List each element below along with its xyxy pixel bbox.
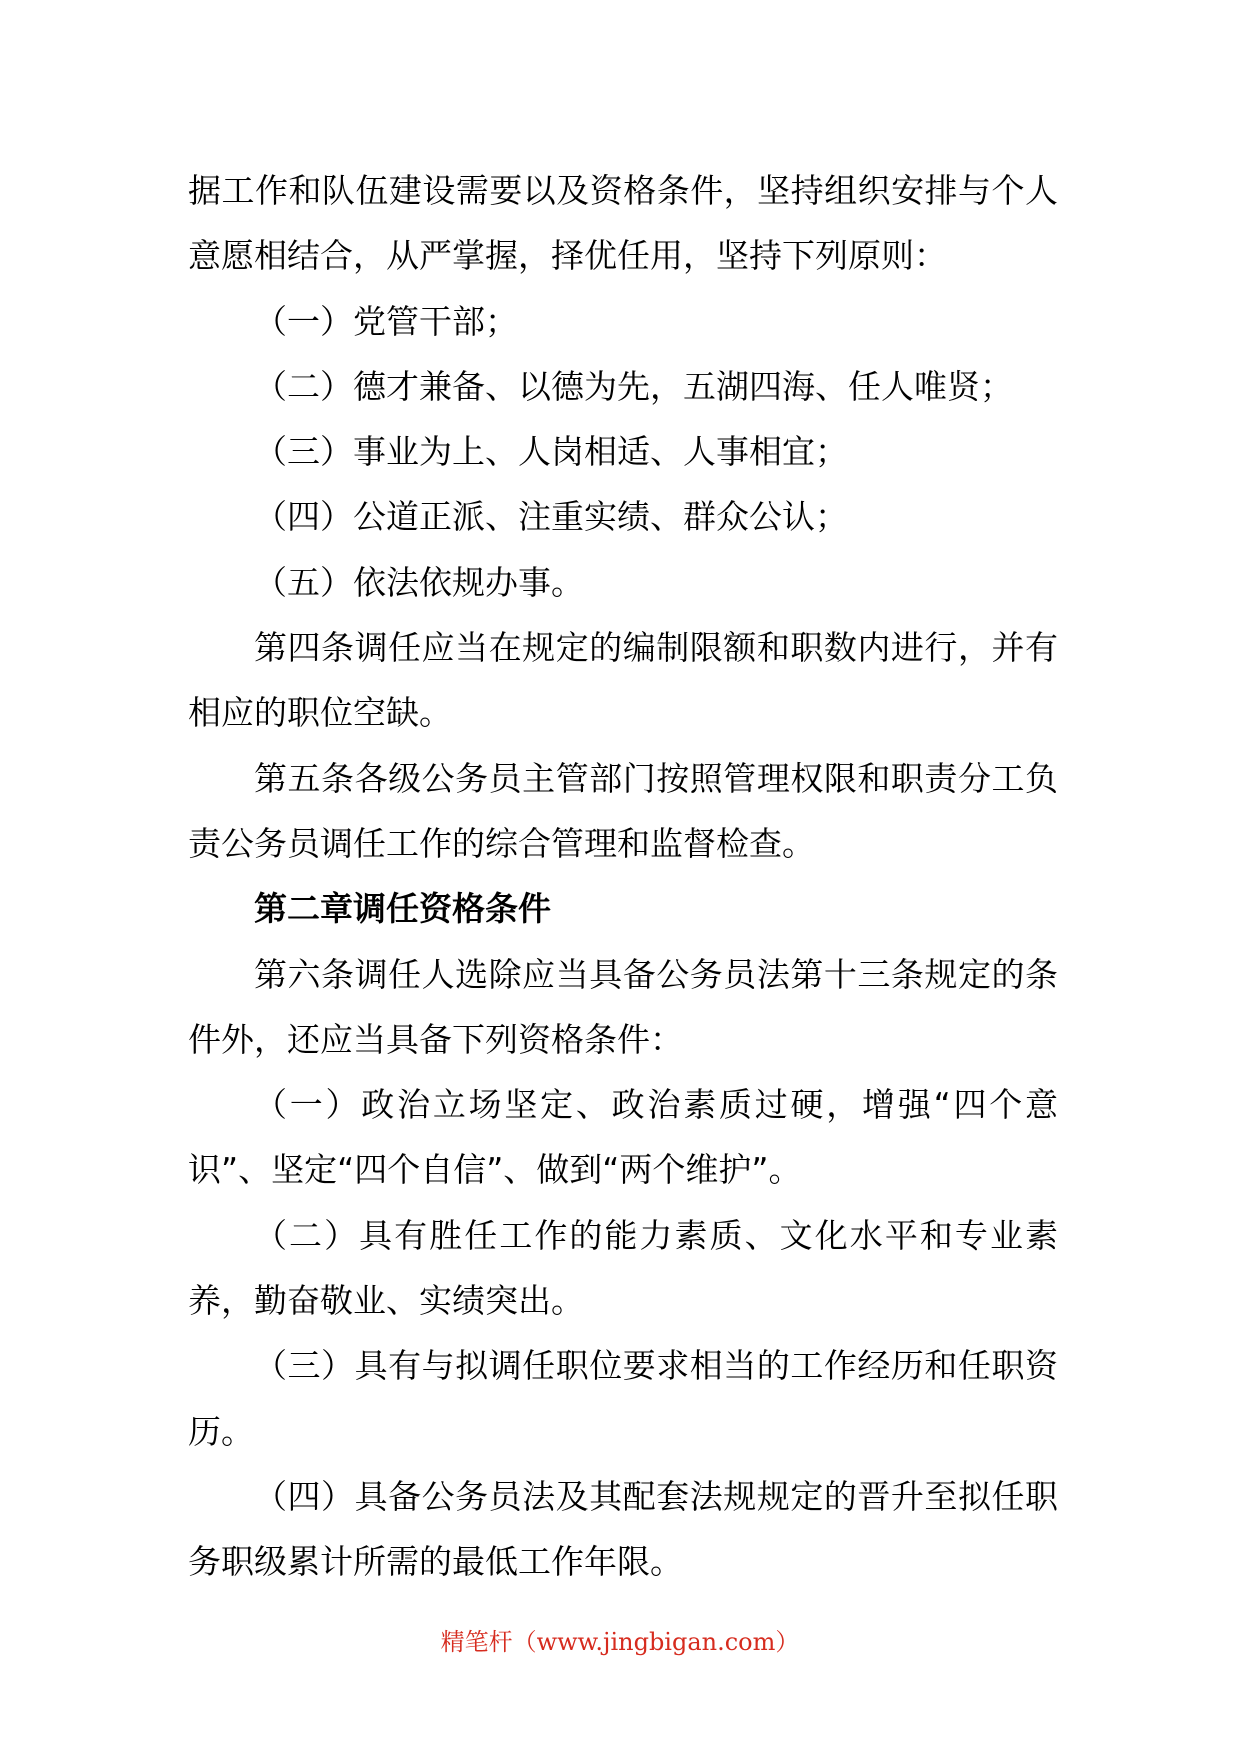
- principle-item: （三）事业为上、人岗相适、人事相宜；: [254, 432, 848, 472]
- qualification-item: （二）具有胜任工作的能力素质、文化水平和专业素养，勤奋敬业、实绩突出。: [188, 1215, 1058, 1321]
- qualification-item: （三）具有与拟调任职位要求相当的工作经历和任职资历。: [188, 1346, 1058, 1451]
- paragraph: 据工作和队伍建设需要以及资格条件，坚持组织安排与个人意愿相结合，从严掌握，择优任用，坚持下列原则：: [188, 171, 1058, 276]
- principle-item: （一）党管干部；: [254, 301, 518, 341]
- chapter-heading: 第二章调任资格条件: [254, 889, 551, 929]
- qualification-item: （四）具备公务员法及其配套法规规定的晋升至拟任职务职级累计所需的最低工作年限。: [188, 1476, 1058, 1582]
- article-6: 第六条调任人选除应当具备公务员法第十三条规定的条件外，还应当具备下列资格条件：: [188, 954, 1058, 1059]
- footer-watermark: 精笔杆（www.jingbigan.com）: [440, 1628, 800, 1656]
- principle-item: （二）德才兼备、以德为先，五湖四海、任人唯贤；: [254, 366, 1013, 406]
- principle-item: （五）依法依规办事。: [254, 562, 584, 602]
- qualification-item: （一）政治立场坚定、政治素质过硬，增强“四个意识”、坚定“四个自信”、做到“两个维护”。: [188, 1085, 1058, 1190]
- principle-item: （四）公道正派、注重实绩、群众公认；: [254, 497, 848, 537]
- article-4: 第四条调任应当在规定的编制限额和职数内进行，并有相应的职位空缺。: [188, 628, 1058, 733]
- article-5: 第五条各级公务员主管部门按照管理权限和职责分工负责公务员调任工作的综合管理和监督检查。: [188, 758, 1058, 863]
- document-body: [188, 158, 1058, 1595]
